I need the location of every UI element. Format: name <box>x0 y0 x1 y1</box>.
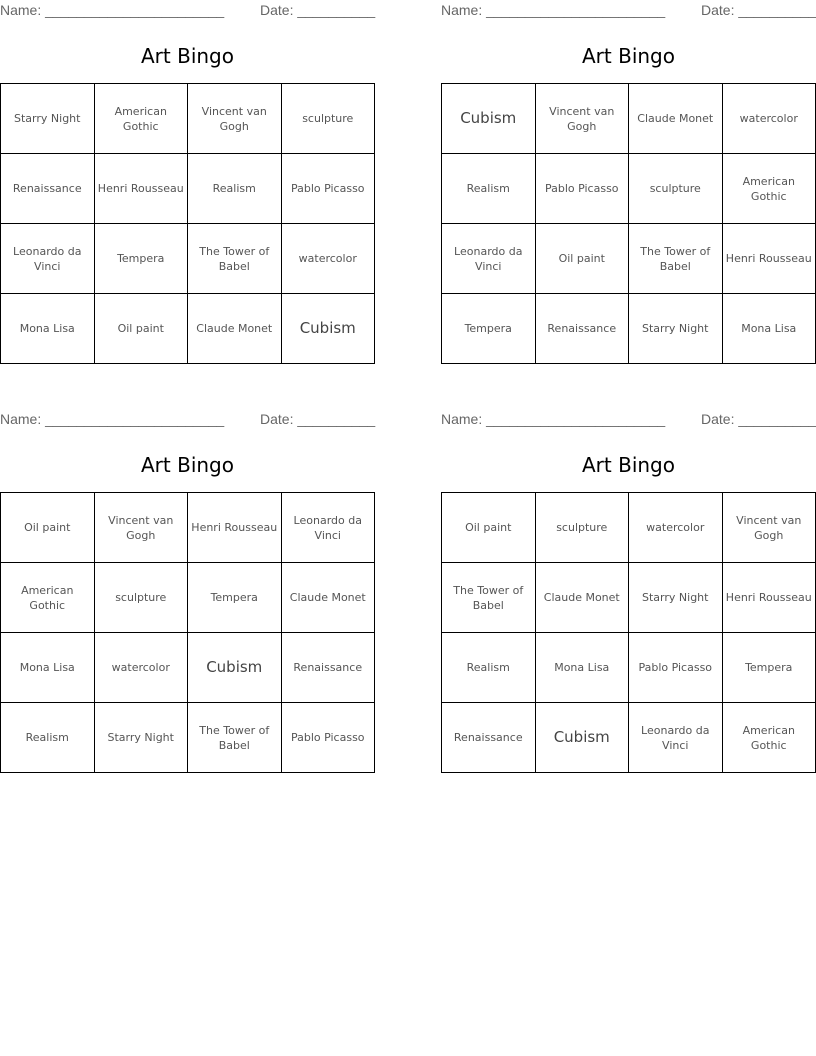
bingo-cell: Claude Monet <box>188 294 282 364</box>
name-field: Name: _______________________ <box>441 411 666 427</box>
bingo-cell: Oil paint <box>442 493 536 563</box>
bingo-cell: Cubism <box>282 294 376 364</box>
bingo-cell: Starry Night <box>95 703 189 773</box>
bingo-cell: The Tower of Babel <box>188 703 282 773</box>
bingo-cell: Vincent van Gogh <box>188 84 282 154</box>
bingo-cell: Oil paint <box>1 493 95 563</box>
bingo-cell: Starry Night <box>1 84 95 154</box>
bingo-cell: Claude Monet <box>536 563 630 633</box>
bingo-cell: sculpture <box>282 84 376 154</box>
bingo-cell: Pablo Picasso <box>282 703 376 773</box>
bingo-cell: Vincent van Gogh <box>95 493 189 563</box>
bingo-cell: Renaissance <box>442 703 536 773</box>
bingo-cell: watercolor <box>723 84 816 154</box>
bingo-cell: Cubism <box>442 84 536 154</box>
bingo-grid <box>0 492 375 773</box>
bingo-cell: Realism <box>188 154 282 224</box>
bingo-grid <box>0 83 375 364</box>
bingo-cell: The Tower of Babel <box>442 563 536 633</box>
card-header <box>441 0 816 22</box>
bingo-cell: Realism <box>442 154 536 224</box>
bingo-cell: Tempera <box>442 294 536 364</box>
bingo-cell: Leonardo da Vinci <box>282 493 376 563</box>
bingo-cell: Cubism <box>188 633 282 703</box>
bingo-cell: Vincent van Gogh <box>536 84 630 154</box>
bingo-cell: Realism <box>1 703 95 773</box>
bingo-cell: Renaissance <box>1 154 95 224</box>
card-header <box>441 409 816 431</box>
bingo-cell: American Gothic <box>723 703 816 773</box>
name-field: Name: _______________________ <box>0 411 225 427</box>
bingo-cell: Renaissance <box>536 294 630 364</box>
card-header <box>0 409 375 431</box>
card-title: Art Bingo <box>582 44 675 68</box>
bingo-cell: Henri Rousseau <box>95 154 189 224</box>
bingo-cell: Tempera <box>95 224 189 294</box>
name-field: Name: _______________________ <box>441 2 666 18</box>
bingo-cell: Leonardo da Vinci <box>442 224 536 294</box>
bingo-cell: American Gothic <box>95 84 189 154</box>
bingo-cell: Starry Night <box>629 294 723 364</box>
bingo-cell: American Gothic <box>723 154 816 224</box>
bingo-cell: Tempera <box>723 633 816 703</box>
bingo-cell: American Gothic <box>1 563 95 633</box>
bingo-cell: Cubism <box>536 703 630 773</box>
bingo-cell: Tempera <box>188 563 282 633</box>
bingo-cell: Henri Rousseau <box>723 563 816 633</box>
bingo-cell: Claude Monet <box>629 84 723 154</box>
date-field: Date: __________ <box>260 411 376 427</box>
bingo-cell: Henri Rousseau <box>723 224 816 294</box>
bingo-cell: Vincent van Gogh <box>723 493 816 563</box>
bingo-grid <box>441 83 816 364</box>
bingo-cell: sculpture <box>536 493 630 563</box>
bingo-cell: Mona Lisa <box>1 633 95 703</box>
card-header <box>0 0 375 22</box>
bingo-cell: Pablo Picasso <box>629 633 723 703</box>
bingo-cell: Leonardo da Vinci <box>1 224 95 294</box>
bingo-cell: Mona Lisa <box>723 294 816 364</box>
bingo-cell: Henri Rousseau <box>188 493 282 563</box>
bingo-cell: Renaissance <box>282 633 376 703</box>
date-field: Date: __________ <box>701 411 816 427</box>
bingo-cell: sculpture <box>629 154 723 224</box>
bingo-cell: Oil paint <box>536 224 630 294</box>
bingo-card-top-right <box>441 0 816 335</box>
bingo-cell: Mona Lisa <box>536 633 630 703</box>
card-title: Art Bingo <box>141 44 234 68</box>
bingo-cell: sculpture <box>95 563 189 633</box>
card-title: Art Bingo <box>141 453 234 477</box>
bingo-cell: Claude Monet <box>282 563 376 633</box>
date-field: Date: __________ <box>701 2 816 18</box>
bingo-card-bottom-right <box>441 409 816 752</box>
bingo-cell: The Tower of Babel <box>188 224 282 294</box>
bingo-card-top-left <box>0 0 376 337</box>
bingo-cell: Pablo Picasso <box>536 154 630 224</box>
bingo-cell: Starry Night <box>629 563 723 633</box>
bingo-card-bottom-left <box>0 409 376 752</box>
bingo-cell: Leonardo da Vinci <box>629 703 723 773</box>
bingo-cell: The Tower of Babel <box>629 224 723 294</box>
date-field: Date: __________ <box>260 2 376 18</box>
bingo-grid <box>441 492 816 773</box>
bingo-cell: watercolor <box>629 493 723 563</box>
bingo-cell: Mona Lisa <box>1 294 95 364</box>
bingo-cell: Oil paint <box>95 294 189 364</box>
bingo-cell: watercolor <box>95 633 189 703</box>
bingo-cell: Pablo Picasso <box>282 154 376 224</box>
bingo-cell: Realism <box>442 633 536 703</box>
bingo-cell: watercolor <box>282 224 376 294</box>
card-title: Art Bingo <box>582 453 675 477</box>
name-field: Name: _______________________ <box>0 2 225 18</box>
